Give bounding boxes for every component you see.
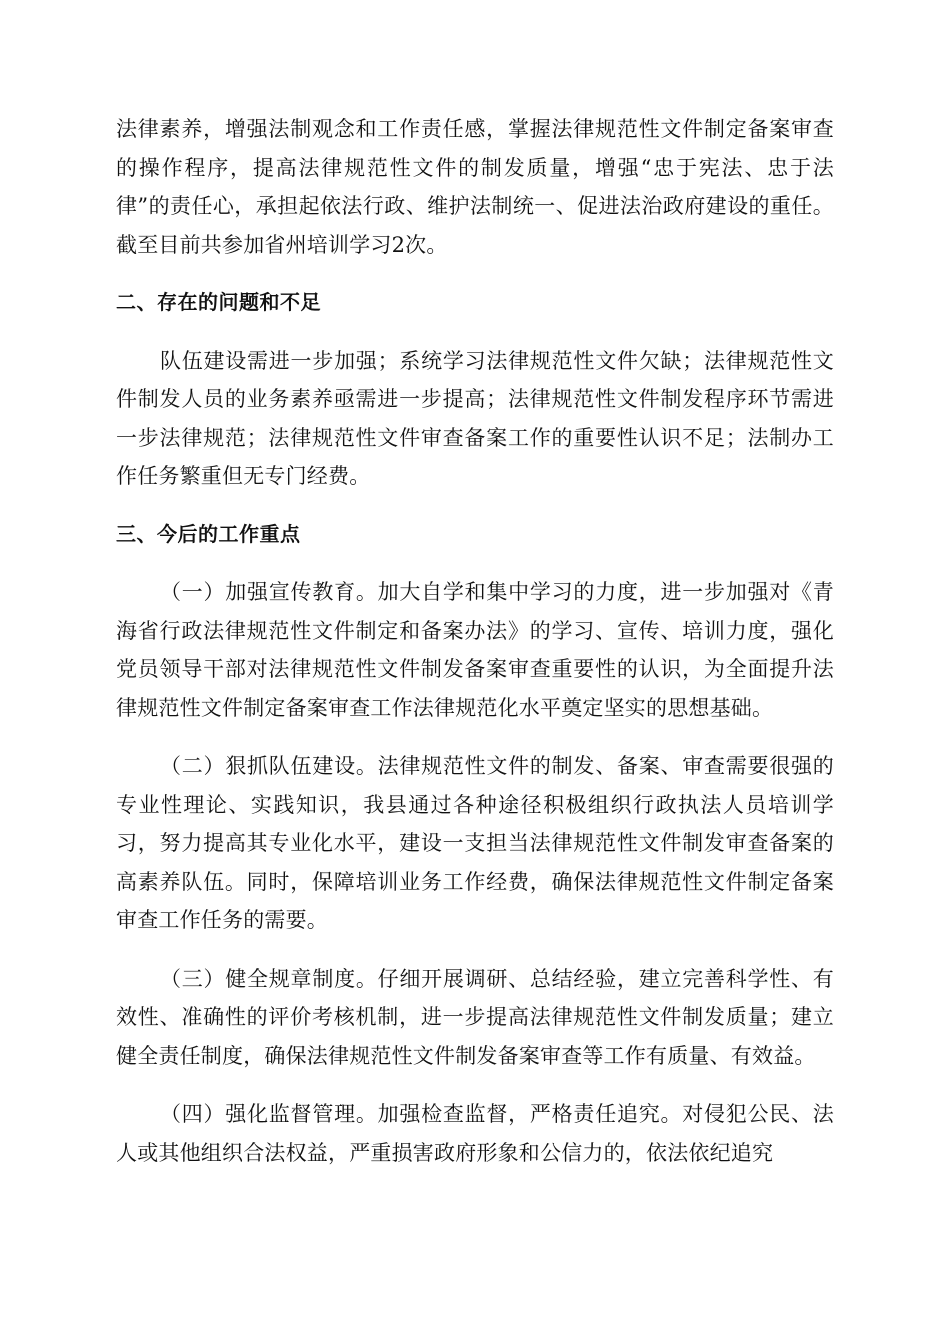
priority-item-4: （四）强化监督管理。加强检查监督，严格责任追究。对侵犯公民、法人或其他组织合法权益，严重损害政府形象和公信力的，依法依纪追究 <box>116 1102 834 1165</box>
section-heading-priorities: 三、今后的工作重点 <box>116 521 301 546</box>
section-heading-problems: 二、存在的问题和不足 <box>116 290 321 314</box>
priority-item-1: （一）加强宣传教育。加大自学和集中学习的力度，进一步加强对《青海省行政法律规范性文件制定和备案办法》的学习、宣传、培训力度，强化党员领导干部对法律规范性文件制发备案审查重要性的认识，为全面提升法律规范性文件制定备案审查工作法律规范化水平奠定坚实的思想基础。 <box>116 580 834 720</box>
problems-paragraph: 队伍建设需进一步加强；系统学习法律规范性文件欠缺；法律规范性文件制发人员的业务素养亟需进一步提高；法律规范性文件制发程序环节需进一步法律规范；法律规范性文件审查备案工作的重要性认识不足；法制办工作任务繁重但无专门经费。 <box>116 348 834 488</box>
priority-item-3: （三）健全规章制度。仔细开展调研、总结经验，建立完善科学性、有效性、准确性的评价考核机制，进一步提高法律规范性文件制发质量；建立健全责任制度，确保法律规范性文件制发备案审查等工作有质量、有效益。 <box>116 966 834 1068</box>
priority-item-2: （二）狠抓队伍建设。法律规范性文件的制发、备案、审查需要很强的专业性理论、实践知识，我县通过各种途径积极组织行政执法人员培训学习，努力提高其专业化水平，建设一支担当法律规范性文件制发审查备案的高素养队伍。同时，保障培训业务工作经费，确保法律规范性文件制定备案审查工作任务的需要。 <box>116 754 834 932</box>
intro-paragraph: 法律素养，增强法制观念和工作责任感，掌握法律规范性文件制定备案审查的操作程序，提高法律规范性文件的制发质量，增强“忠于宪法、忠于法律”的责任心，承担起依法行政、维护法制统一、促进法治政府建设的重任。截至目前共参加省州培训学习2次。 <box>116 117 834 257</box>
document-page <box>116 110 834 1172</box>
